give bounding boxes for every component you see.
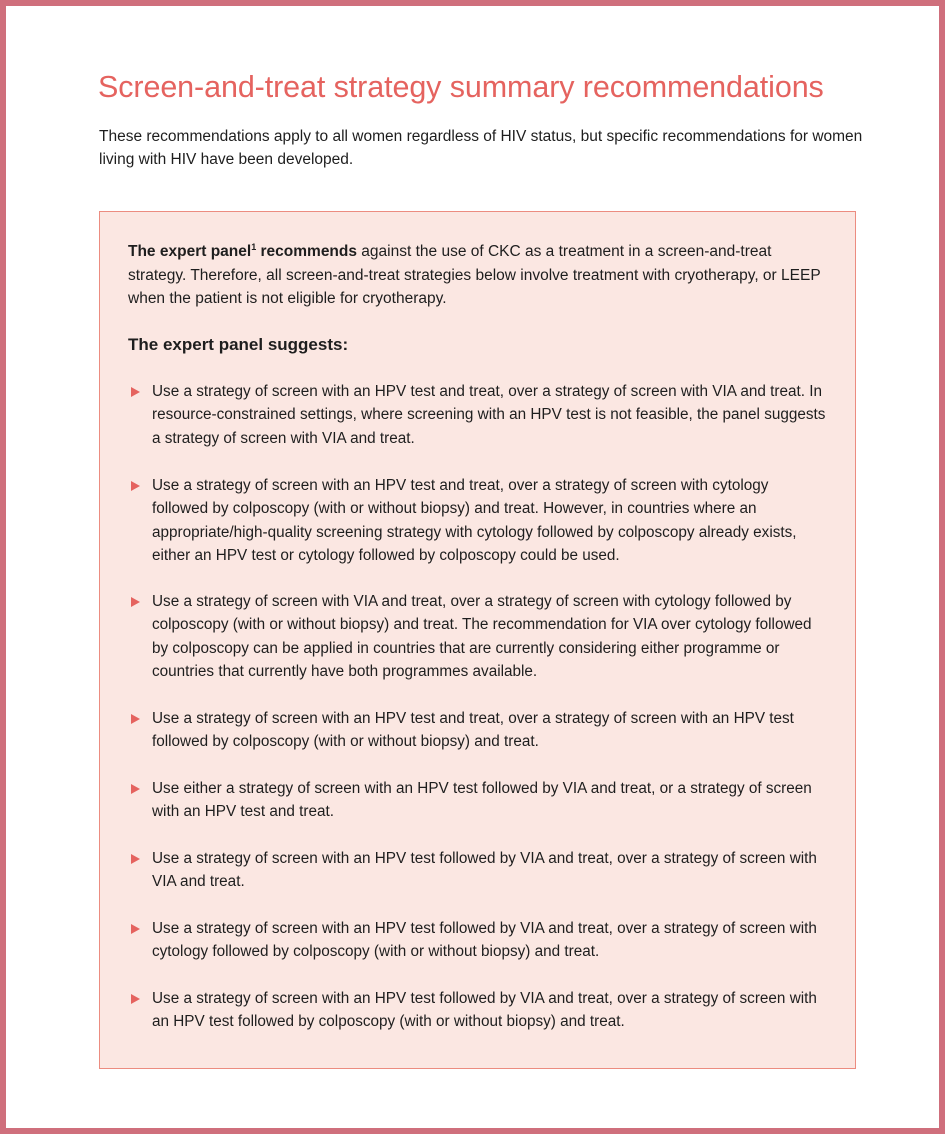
panel-lead-bold — [128, 243, 357, 260]
recommendation-item — [128, 777, 828, 824]
recommendations-panel — [99, 211, 856, 1069]
panel-lead-paragraph — [128, 240, 828, 311]
recommendation-item — [128, 590, 828, 683]
recommendation-text: Use a strategy of screen with an HPV test followed by VIA and treat, over a strategy of screen with an HPV test followed by colposcopy (with or without biopsy) and treat. — [152, 990, 817, 1031]
panel-lead-subject: The expert panel — [128, 243, 252, 260]
panel-lead-verb: recommends — [256, 243, 357, 260]
recommendation-item — [128, 847, 828, 894]
recommendation-text: Use a strategy of screen with an HPV test followed by VIA and treat, over a strategy of screen with cytology followed by colposcopy (with or without biopsy) and treat. — [152, 920, 817, 961]
triangle-right-icon — [131, 481, 140, 491]
recommendation-text: Use a strategy of screen with VIA and treat, over a strategy of screen with cytology followed by colposcopy (with or without biopsy) and treat. The recommendation for VIA over cytology followed by colposcopy can be applied in countries that are currently considering either programme or countries that currently have both programmes available. — [152, 593, 812, 680]
recommendation-text: Use a strategy of screen with an HPV test and treat, over a strategy of screen with cytology followed by colposcopy (with or without biopsy) and treat. However, in countries where an appropriate/high-quality screening strategy with cytology followed by colposcopy already exists, either an HPV test or cytology followed by colposcopy could be used. — [152, 477, 797, 564]
triangle-right-icon — [131, 924, 140, 934]
recommendation-item — [128, 917, 828, 964]
recommendation-item — [128, 707, 828, 754]
triangle-right-icon — [131, 714, 140, 724]
panel-subheading: The expert panel suggests: — [128, 335, 349, 354]
triangle-right-icon — [131, 387, 140, 397]
recommendation-text: Use a strategy of screen with an HPV test and treat, over a strategy of screen with VIA and treat. In resource-constrained settings, where screening with an HPV test is not feasible, the panel suggests a strategy of screen with VIA and treat. — [152, 383, 826, 447]
recommendation-text: Use a strategy of screen with an HPV test followed by VIA and treat, over a strategy of screen with VIA and treat. — [152, 850, 817, 891]
triangle-right-icon — [131, 994, 140, 1004]
page-title: Screen-and-treat strategy summary recommendations — [98, 70, 824, 104]
recommendation-text: Use a strategy of screen with an HPV test and treat, over a strategy of screen with an HPV test followed by colposcopy (with or without biopsy) and treat. — [152, 710, 794, 751]
recommendation-text: Use either a strategy of screen with an HPV test followed by VIA and treat, or a strategy of screen with an HPV test and treat. — [152, 780, 812, 821]
triangle-right-icon — [131, 854, 140, 864]
footnote-marker: 1 — [251, 241, 257, 252]
triangle-right-icon — [131, 784, 140, 794]
triangle-right-icon — [131, 597, 140, 607]
recommendation-item — [128, 987, 828, 1034]
panel-lead-text: against the use of CKC as a treatment in a screen-and-treat strategy. Therefore, all screen-and-treat strategies below involve treatment with cryotherapy, or LEEP when the patient is not eligible for cryotherapy. — [128, 243, 821, 307]
recommendation-item — [128, 380, 828, 450]
recommendation-item — [128, 474, 828, 567]
intro-paragraph: These recommendations apply to all women regardless of HIV status, but specific recommendations for women living with HIV have been developed. — [99, 128, 863, 168]
